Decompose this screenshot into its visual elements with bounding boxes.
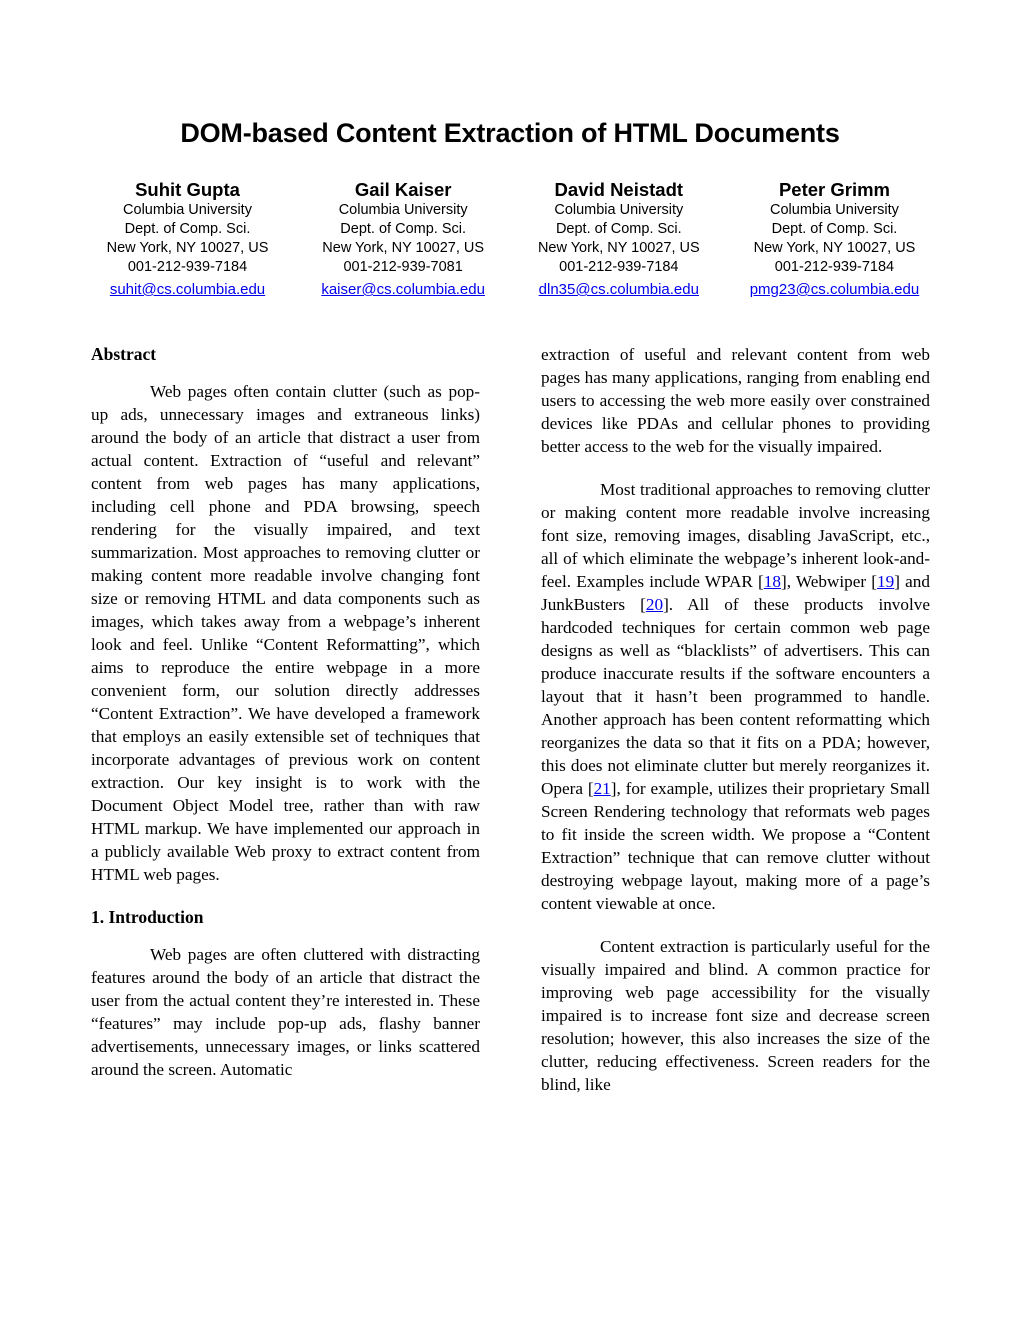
author-department: Dept. of Comp. Sci. (555, 221, 682, 237)
introduction-heading: 1. Introduction (91, 907, 204, 927)
author-address: New York, NY 10027, US (753, 240, 916, 256)
intro-paragraph-2 (541, 478, 930, 915)
author-department: Dept. of Comp. Sci. (124, 221, 251, 237)
author-address: New York, NY 10027, US (322, 240, 485, 256)
intro-paragraph-3: Content extraction is particularly useful for the visually impaired and blind. A common practice for improving web page accessibility for the visually impaired is to increase font size and decrease screen resolution; however, this also increases the size of the clutter, reducing effectiveness. Screen readers for the blind, like (541, 937, 930, 1094)
left-column (91, 343, 480, 1081)
citation-link-18[interactable]: 18 (763, 572, 781, 591)
author-card (727, 178, 942, 300)
paragraph-text: ] and JunkBusters [ (541, 572, 930, 614)
author-phone: 001-212-939-7184 (127, 259, 248, 275)
author-phone: 001-212-939-7184 (774, 259, 895, 275)
author-address: New York, NY 10027, US (537, 240, 700, 256)
author-name: Suhit Gupta (135, 179, 240, 200)
author-email-link[interactable]: pmg23@cs.columbia.edu (749, 281, 920, 298)
author-name: Gail Kaiser (354, 179, 452, 200)
author-block (80, 178, 942, 300)
abstract-heading: Abstract (91, 344, 157, 364)
paragraph-text: ], Webwiper [ (780, 572, 878, 591)
author-card (511, 178, 726, 300)
paper-title: DOM-based Content Extraction of HTML Documents (180, 118, 840, 148)
author-email-link[interactable]: suhit@cs.columbia.edu (109, 281, 266, 298)
author-phone: 001-212-939-7081 (343, 259, 463, 275)
right-column (541, 343, 930, 1096)
abstract-text: Web pages often contain clutter (such as pop-up ads, unnecessary images and extraneous links) around the body of an article that distract a user from actual content. Extraction of “useful and relevant” content from web pages has many applications, including cell phone and PDA browsing, speech rendering for the visually impaired, and text summarization. Most approaches to removing clutter or making content more readable involve changing font size or removing HTML and data components such as images, which takes away from a webpage’s inherent look and feel. Unlike “Content Reformatting”, which aims to reproduce the entire webpage in a more convenient form, our solution directly addresses “Content Extraction”. We have developed a framework that employs an easily extensible set of techniques that incorporate advantages of previous work on content extraction. Our key insight is to work with the Document Object Model tree, rather than with raw HTML markup. We have implemented our approach in a publicly available Web proxy to extract content from HTML web pages. (91, 382, 480, 884)
author-department: Dept. of Comp. Sci. (340, 221, 467, 237)
citation-link-21[interactable]: 21 (593, 779, 611, 798)
author-name: Peter Grimm (778, 179, 890, 200)
author-affiliation: Columbia University (338, 202, 468, 218)
author-affiliation: Columbia University (770, 202, 899, 218)
citation-link-19[interactable]: 19 (877, 572, 895, 591)
intro-paragraph-1-end: extraction of useful and relevant content from web pages has many applications, ranging from enabling end users to accessing the web more easily over constrained devices like PDAs and cellular phones to providing better access to the web for the visually impaired. (541, 345, 930, 456)
intro-paragraph-1-start: Web pages are often cluttered with distracting features around the body of an article that distract the user from the actual content they’re interested in. These “features” may include pop-up ads, flashy banner advertisements, unnecessary images, or links scattered around the screen. Automatic (91, 945, 480, 1079)
author-card (296, 178, 511, 300)
author-phone: 001-212-939-7184 (559, 259, 679, 275)
paragraph-text: ]. All of these products involve hardcoded techniques for certain common web page designs as well as “blacklists” of advertisers. This can produce inaccurate results if the software encounters a layout that it hasn’t been programmed to handle. Another approach has been content reformatting which reorganizes the data so that it fits on a PDA; however, this does not eliminate clutter but merely reorganizes it. Opera [ (541, 595, 930, 798)
author-affiliation: Columbia University (554, 202, 684, 218)
author-department: Dept. of Comp. Sci. (771, 221, 898, 237)
author-email-link[interactable]: kaiser@cs.columbia.edu (321, 281, 485, 298)
author-name: David Neistadt (554, 179, 684, 200)
author-address: New York, NY 10027, US (106, 240, 269, 256)
author-card (80, 178, 295, 300)
author-email-link[interactable]: dln35@cs.columbia.edu (538, 281, 699, 298)
author-affiliation: Columbia University (123, 202, 252, 218)
paragraph-text: Most traditional approaches to removing clutter or making content more readable involve increasing font size, removing images, disabling JavaScript, etc., all of which eliminate the webpage’s inherent look-and-feel. Examples include WPAR [ (541, 480, 930, 591)
paragraph-text: ], for example, utilizes their proprietary Small Screen Rendering technology that reformats web pages to fit inside the screen width. We propose a “Content Extraction” technique that can remove clutter without destroying webpage layout, making more of a page’s content viewable at once. (541, 779, 930, 913)
citation-link-20[interactable]: 20 (645, 595, 664, 614)
